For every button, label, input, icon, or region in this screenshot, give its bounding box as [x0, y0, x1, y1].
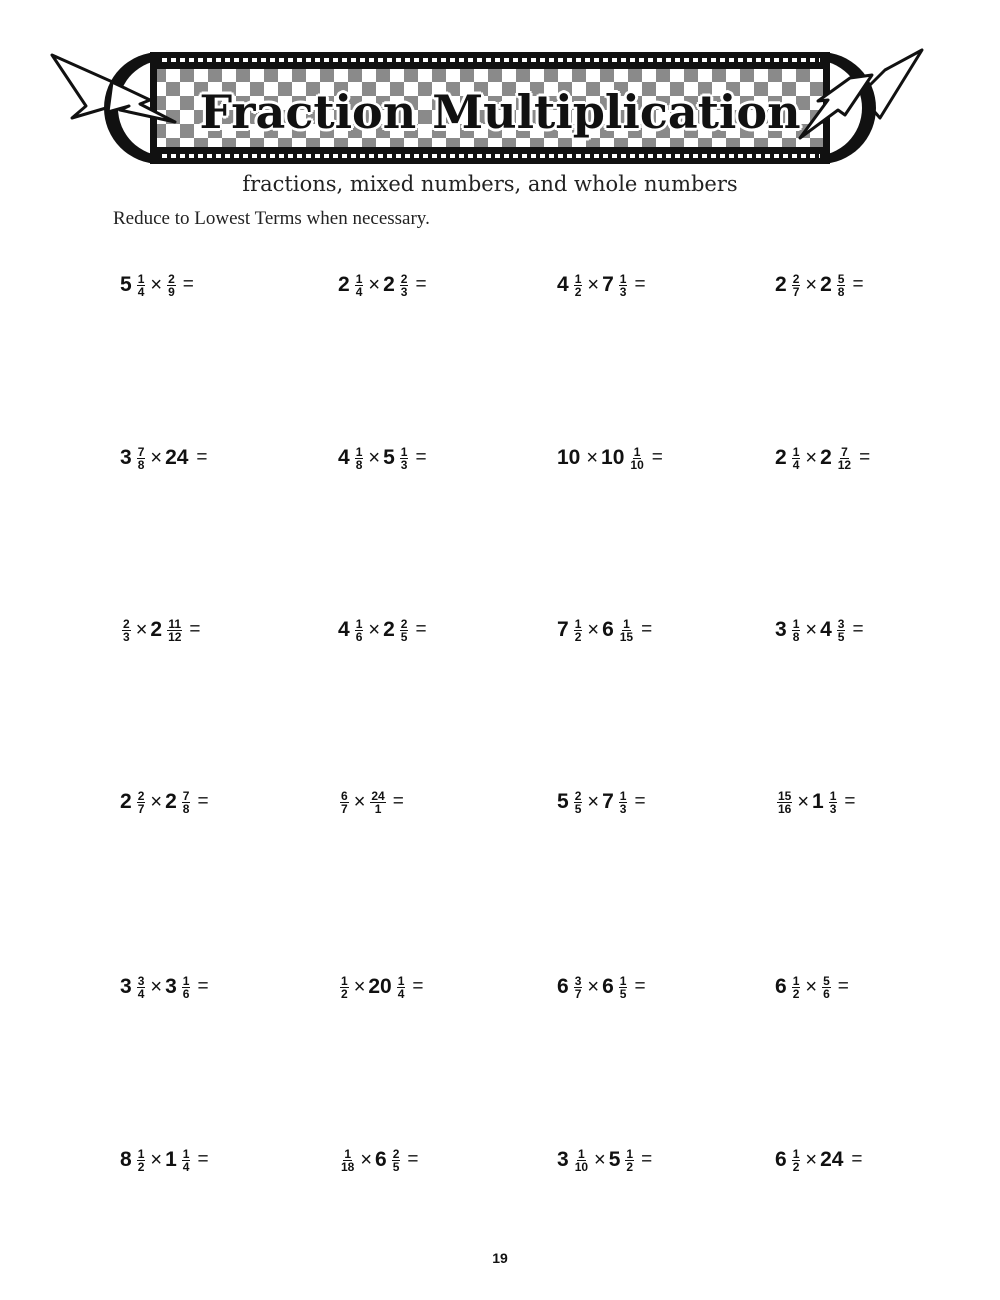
- fraction: [625, 1148, 634, 1173]
- fraction: [397, 975, 406, 1000]
- factor: [812, 790, 839, 815]
- factor: [165, 446, 191, 470]
- fraction: [829, 790, 838, 815]
- worksheet-instructions: Reduce to Lowest Terms when necessary.: [113, 208, 430, 229]
- factor: [602, 790, 629, 815]
- whole-number: 6: [602, 618, 614, 641]
- denominator: 9: [168, 284, 175, 299]
- numerator: 1: [574, 616, 582, 631]
- factor: [165, 790, 192, 815]
- numerator: 1: [619, 788, 627, 803]
- whole-number: 6: [775, 1148, 787, 1171]
- fraction: [355, 273, 364, 298]
- factor: [602, 975, 629, 1000]
- fraction: [392, 1148, 401, 1173]
- problem-2-3: [557, 441, 663, 475]
- equals-sign: =: [392, 791, 404, 812]
- factor: [338, 618, 365, 643]
- denominator: 2: [137, 1159, 145, 1174]
- times-sign: ×: [587, 975, 600, 998]
- times-sign: ×: [150, 790, 163, 813]
- times-sign: ×: [797, 790, 810, 813]
- whole-number: 2: [383, 618, 395, 641]
- numerator: 15: [778, 788, 792, 803]
- denominator: 8: [182, 801, 190, 816]
- times-sign: ×: [353, 975, 366, 998]
- numerator: 1: [341, 973, 348, 988]
- fraction: [137, 975, 146, 1000]
- numerator: 2: [400, 616, 408, 631]
- numerator: 1: [355, 616, 363, 631]
- fraction: [355, 446, 364, 471]
- fraction: [619, 975, 628, 1000]
- factor: [557, 790, 584, 815]
- denominator: 8: [355, 457, 363, 472]
- equals-sign: =: [844, 791, 856, 812]
- denominator: 7: [341, 801, 348, 816]
- numerator: 1: [619, 271, 627, 286]
- factor: [338, 790, 351, 815]
- times-sign: ×: [360, 1148, 373, 1171]
- factor: [775, 1148, 802, 1173]
- whole-number: 5: [608, 1148, 621, 1171]
- problem-4-1: [120, 785, 209, 819]
- problem-3-2: [338, 613, 427, 647]
- factor: [557, 446, 583, 470]
- whole-number: 2: [120, 790, 132, 813]
- denominator: 2: [574, 629, 582, 644]
- fraction: [837, 273, 846, 298]
- fraction: [137, 790, 146, 815]
- equals-sign: =: [415, 274, 427, 295]
- times-sign: ×: [368, 446, 381, 469]
- numerator: 1: [137, 271, 145, 286]
- whole-number: 8: [120, 1148, 132, 1171]
- numerator: 2: [392, 1146, 400, 1161]
- fraction: [792, 975, 801, 1000]
- factor: [120, 273, 147, 298]
- denominator: 6: [823, 986, 830, 1001]
- whole-number: 6: [602, 975, 614, 998]
- fraction: [137, 273, 146, 298]
- numerator: 2: [137, 788, 145, 803]
- factor: [557, 273, 584, 298]
- whole-number: 3: [557, 1148, 569, 1171]
- whole-number: 6: [557, 975, 569, 998]
- denominator: 3: [829, 801, 837, 816]
- equals-sign: =: [197, 1149, 209, 1170]
- equals-sign: =: [651, 447, 663, 468]
- numerator: 1: [400, 444, 408, 459]
- denominator: 2: [341, 986, 348, 1001]
- numerator: 5: [823, 973, 830, 988]
- equals-sign: =: [851, 1149, 863, 1170]
- whole-number: 2: [150, 618, 163, 641]
- problem-1-2: [338, 268, 427, 302]
- whole-number: 4: [338, 618, 350, 641]
- fraction: [137, 1148, 146, 1173]
- whole-number: 1: [165, 1148, 177, 1171]
- denominator: 2: [574, 284, 582, 299]
- equals-sign: =: [407, 1149, 419, 1170]
- problem-2-2: [338, 441, 427, 475]
- problem-6-4: [775, 1143, 863, 1177]
- whole-number: 6: [375, 1148, 387, 1171]
- factor: [150, 618, 184, 643]
- fraction: [400, 273, 409, 298]
- equals-sign: =: [415, 619, 427, 640]
- numerator: 6: [341, 788, 348, 803]
- times-sign: ×: [150, 273, 163, 296]
- fraction: [400, 618, 409, 643]
- fraction: [574, 1148, 589, 1173]
- fraction: [340, 975, 349, 1000]
- numerator: 2: [400, 271, 408, 286]
- whole-number: 2: [338, 273, 350, 296]
- numerator: 2: [792, 271, 800, 286]
- fraction: [137, 446, 146, 471]
- times-sign: ×: [587, 273, 600, 296]
- denominator: 2: [792, 986, 800, 1001]
- equals-sign: =: [641, 1149, 653, 1170]
- fraction: [574, 273, 583, 298]
- numerator: 1: [623, 616, 630, 631]
- whole-number: 5: [557, 790, 569, 813]
- denominator: 3: [619, 801, 627, 816]
- denominator: 1: [374, 801, 382, 816]
- factor: [120, 975, 147, 1000]
- factor: [557, 975, 584, 1000]
- problem-5-1: [120, 970, 209, 1004]
- whole-number: 10: [601, 446, 625, 469]
- numerator: 1: [792, 1146, 800, 1161]
- denominator: 3: [123, 629, 130, 644]
- times-sign: ×: [135, 618, 148, 641]
- numerator: 1: [355, 444, 363, 459]
- denominator: 10: [630, 457, 644, 472]
- fraction: [167, 618, 182, 643]
- numerator: 1: [792, 444, 800, 459]
- factor: [120, 446, 147, 471]
- whole-number: 4: [557, 273, 569, 296]
- problem-5-3: [557, 970, 646, 1004]
- denominator: 2: [792, 1159, 800, 1174]
- factor: [775, 618, 802, 643]
- equals-sign: =: [641, 619, 653, 640]
- equals-sign: =: [852, 274, 864, 295]
- factor: [820, 1148, 846, 1172]
- fraction: [822, 975, 831, 1000]
- factor: [120, 790, 147, 815]
- fraction: [574, 618, 583, 643]
- times-sign: ×: [368, 273, 381, 296]
- problem-6-1: [120, 1143, 209, 1177]
- numerator: 1: [792, 616, 800, 631]
- factor: [338, 446, 365, 471]
- problem-2-4: [775, 441, 870, 475]
- factor: [383, 273, 410, 298]
- factor: [368, 975, 407, 1000]
- whole-number: 7: [602, 790, 614, 813]
- fraction: [629, 446, 644, 471]
- problem-4-4: [775, 785, 856, 819]
- factor: [820, 618, 847, 643]
- numerator: 1: [182, 973, 190, 988]
- factor: [375, 1148, 402, 1173]
- times-sign: ×: [587, 790, 600, 813]
- problem-4-2: [338, 785, 404, 819]
- whole-number: 3: [775, 618, 787, 641]
- denominator: 6: [182, 986, 190, 1001]
- whole-number: 4: [338, 446, 350, 469]
- factor: [338, 273, 365, 298]
- factor: [165, 273, 178, 298]
- whole-number: 2: [165, 790, 177, 813]
- whole-number: 24: [820, 1148, 844, 1171]
- denominator: 3: [400, 284, 408, 299]
- factor: [609, 1148, 636, 1173]
- factor: [165, 1148, 192, 1173]
- problem-5-2: [338, 970, 424, 1004]
- numerator: 11: [168, 616, 182, 631]
- factor: [820, 975, 833, 1000]
- fraction: [777, 790, 792, 815]
- denominator: 12: [168, 629, 182, 644]
- numerator: 1: [574, 271, 582, 286]
- problem-6-2: [338, 1143, 419, 1177]
- equals-sign: =: [197, 976, 209, 997]
- equals-sign: =: [189, 619, 201, 640]
- denominator: 4: [182, 1159, 190, 1174]
- factor: [557, 1148, 591, 1173]
- denominator: 5: [619, 986, 627, 1001]
- whole-number: 20: [368, 975, 392, 998]
- times-sign: ×: [150, 975, 163, 998]
- numerator: 7: [137, 444, 145, 459]
- fraction: [355, 618, 364, 643]
- denominator: 10: [574, 1159, 589, 1174]
- factor: [368, 790, 387, 815]
- numerator: 1: [137, 1146, 145, 1161]
- numerator: 2: [574, 788, 582, 803]
- times-sign: ×: [805, 273, 818, 296]
- times-sign: ×: [150, 446, 163, 469]
- denominator: 5: [400, 629, 408, 644]
- numerator: 1: [397, 973, 405, 988]
- fraction: [619, 790, 628, 815]
- denominator: 12: [837, 457, 852, 472]
- numerator: 1: [626, 1146, 634, 1161]
- numerator: 1: [355, 271, 363, 286]
- whole-number: 4: [820, 618, 832, 641]
- worksheet-subtitle: fractions, mixed numbers, and whole numbers: [242, 172, 738, 196]
- denominator: 18: [341, 1159, 355, 1174]
- factor: [120, 618, 133, 643]
- times-sign: ×: [587, 618, 600, 641]
- times-sign: ×: [586, 446, 599, 469]
- whole-number: 3: [165, 975, 177, 998]
- problem-1-3: [557, 268, 646, 302]
- denominator: 4: [397, 986, 405, 1001]
- fraction: [792, 618, 801, 643]
- whole-number: 10: [557, 446, 581, 469]
- numerator: 1: [792, 973, 800, 988]
- denominator: 15: [619, 629, 634, 644]
- whole-number: 7: [602, 273, 614, 296]
- equals-sign: =: [634, 976, 646, 997]
- times-sign: ×: [150, 1148, 163, 1171]
- fraction: [837, 618, 846, 643]
- fraction: [340, 1148, 355, 1173]
- times-sign: ×: [353, 790, 366, 813]
- numerator: 1: [633, 444, 641, 459]
- problem-1-4: [775, 268, 864, 302]
- denominator: 4: [137, 986, 145, 1001]
- factor: [383, 446, 410, 471]
- equals-sign: =: [634, 274, 646, 295]
- denominator: 3: [400, 457, 408, 472]
- whole-number: 7: [557, 618, 569, 641]
- factor: [165, 975, 192, 1000]
- problem-4-3: [557, 785, 646, 819]
- factor: [820, 273, 847, 298]
- problem-3-1: [120, 613, 201, 647]
- numerator: 3: [837, 616, 845, 631]
- fraction: [619, 618, 634, 643]
- fraction: [619, 273, 628, 298]
- fraction: [574, 790, 583, 815]
- page-number: 19: [492, 1250, 508, 1266]
- fraction: [792, 446, 801, 471]
- problem-5-4: [775, 970, 849, 1004]
- factor: [820, 446, 854, 471]
- numerator: 1: [182, 1146, 190, 1161]
- equals-sign: =: [196, 447, 208, 468]
- times-sign: ×: [805, 446, 818, 469]
- denominator: 7: [574, 986, 582, 1001]
- times-sign: ×: [805, 975, 818, 998]
- factor: [775, 446, 802, 471]
- factor: [601, 446, 647, 471]
- whole-number: 3: [120, 446, 132, 469]
- factor: [383, 618, 410, 643]
- whole-number: 3: [120, 975, 132, 998]
- whole-number: 5: [383, 446, 395, 469]
- times-sign: ×: [805, 618, 818, 641]
- numerator: 1: [619, 973, 627, 988]
- fraction: [340, 790, 349, 815]
- equals-sign: =: [837, 976, 849, 997]
- fraction: [574, 975, 583, 1000]
- whole-number: 1: [812, 790, 824, 813]
- equals-sign: =: [634, 791, 646, 812]
- equals-sign: =: [182, 274, 194, 295]
- denominator: 4: [792, 457, 800, 472]
- fraction: [400, 446, 409, 471]
- factor: [775, 975, 802, 1000]
- numerator: 7: [182, 788, 190, 803]
- denominator: 4: [355, 284, 363, 299]
- fraction: [122, 618, 131, 643]
- fraction: [792, 1148, 801, 1173]
- numerator: 1: [829, 788, 837, 803]
- denominator: 7: [137, 801, 145, 816]
- numerator: 2: [168, 271, 175, 286]
- denominator: 2: [626, 1159, 634, 1174]
- denominator: 8: [137, 457, 145, 472]
- numerator: 5: [837, 271, 845, 286]
- numerator: 3: [574, 973, 582, 988]
- factor: [602, 618, 636, 643]
- fraction: [792, 273, 801, 298]
- fraction: [182, 975, 191, 1000]
- problem-1-1: [120, 268, 194, 302]
- denominator: 16: [778, 801, 792, 816]
- denominator: 6: [355, 629, 363, 644]
- problem-2-1: [120, 441, 208, 475]
- numerator: 1: [578, 1146, 585, 1161]
- fraction: [182, 790, 191, 815]
- whole-number: 24: [165, 446, 189, 469]
- whole-number: 2: [820, 273, 832, 296]
- whole-number: 6: [775, 975, 787, 998]
- whole-number: 2: [775, 273, 787, 296]
- factor: [120, 1148, 147, 1173]
- problem-3-4: [775, 613, 864, 647]
- denominator: 3: [619, 284, 627, 299]
- factor: [775, 790, 794, 815]
- numerator: 2: [123, 616, 130, 631]
- numerator: 1: [344, 1146, 352, 1161]
- factor: [602, 273, 629, 298]
- problem-3-3: [557, 613, 652, 647]
- equals-sign: =: [859, 447, 871, 468]
- numerator: 7: [841, 444, 848, 459]
- times-sign: ×: [805, 1148, 818, 1171]
- whole-number: 2: [820, 446, 832, 469]
- numerator: 3: [137, 973, 145, 988]
- denominator: 5: [574, 801, 582, 816]
- whole-number: 2: [775, 446, 787, 469]
- whole-number: 5: [120, 273, 132, 296]
- fraction: [370, 790, 385, 815]
- fraction: [837, 446, 852, 471]
- denominator: 8: [792, 629, 800, 644]
- equals-sign: =: [197, 791, 209, 812]
- numerator: 24: [371, 788, 385, 803]
- factor: [338, 975, 351, 1000]
- whole-number: 2: [383, 273, 395, 296]
- denominator: 8: [837, 284, 845, 299]
- worksheet-title: Fraction Multiplication: [199, 85, 801, 139]
- factor: [557, 618, 584, 643]
- denominator: 5: [392, 1159, 400, 1174]
- factor: [775, 273, 802, 298]
- equals-sign: =: [415, 447, 427, 468]
- equals-sign: =: [412, 976, 424, 997]
- fraction: [182, 1148, 191, 1173]
- denominator: 7: [792, 284, 800, 299]
- fraction: [167, 273, 176, 298]
- denominator: 5: [837, 629, 845, 644]
- denominator: 4: [137, 284, 145, 299]
- factor: [338, 1148, 357, 1173]
- equals-sign: =: [852, 619, 864, 640]
- times-sign: ×: [594, 1148, 606, 1171]
- problem-6-3: [557, 1143, 652, 1177]
- times-sign: ×: [368, 618, 381, 641]
